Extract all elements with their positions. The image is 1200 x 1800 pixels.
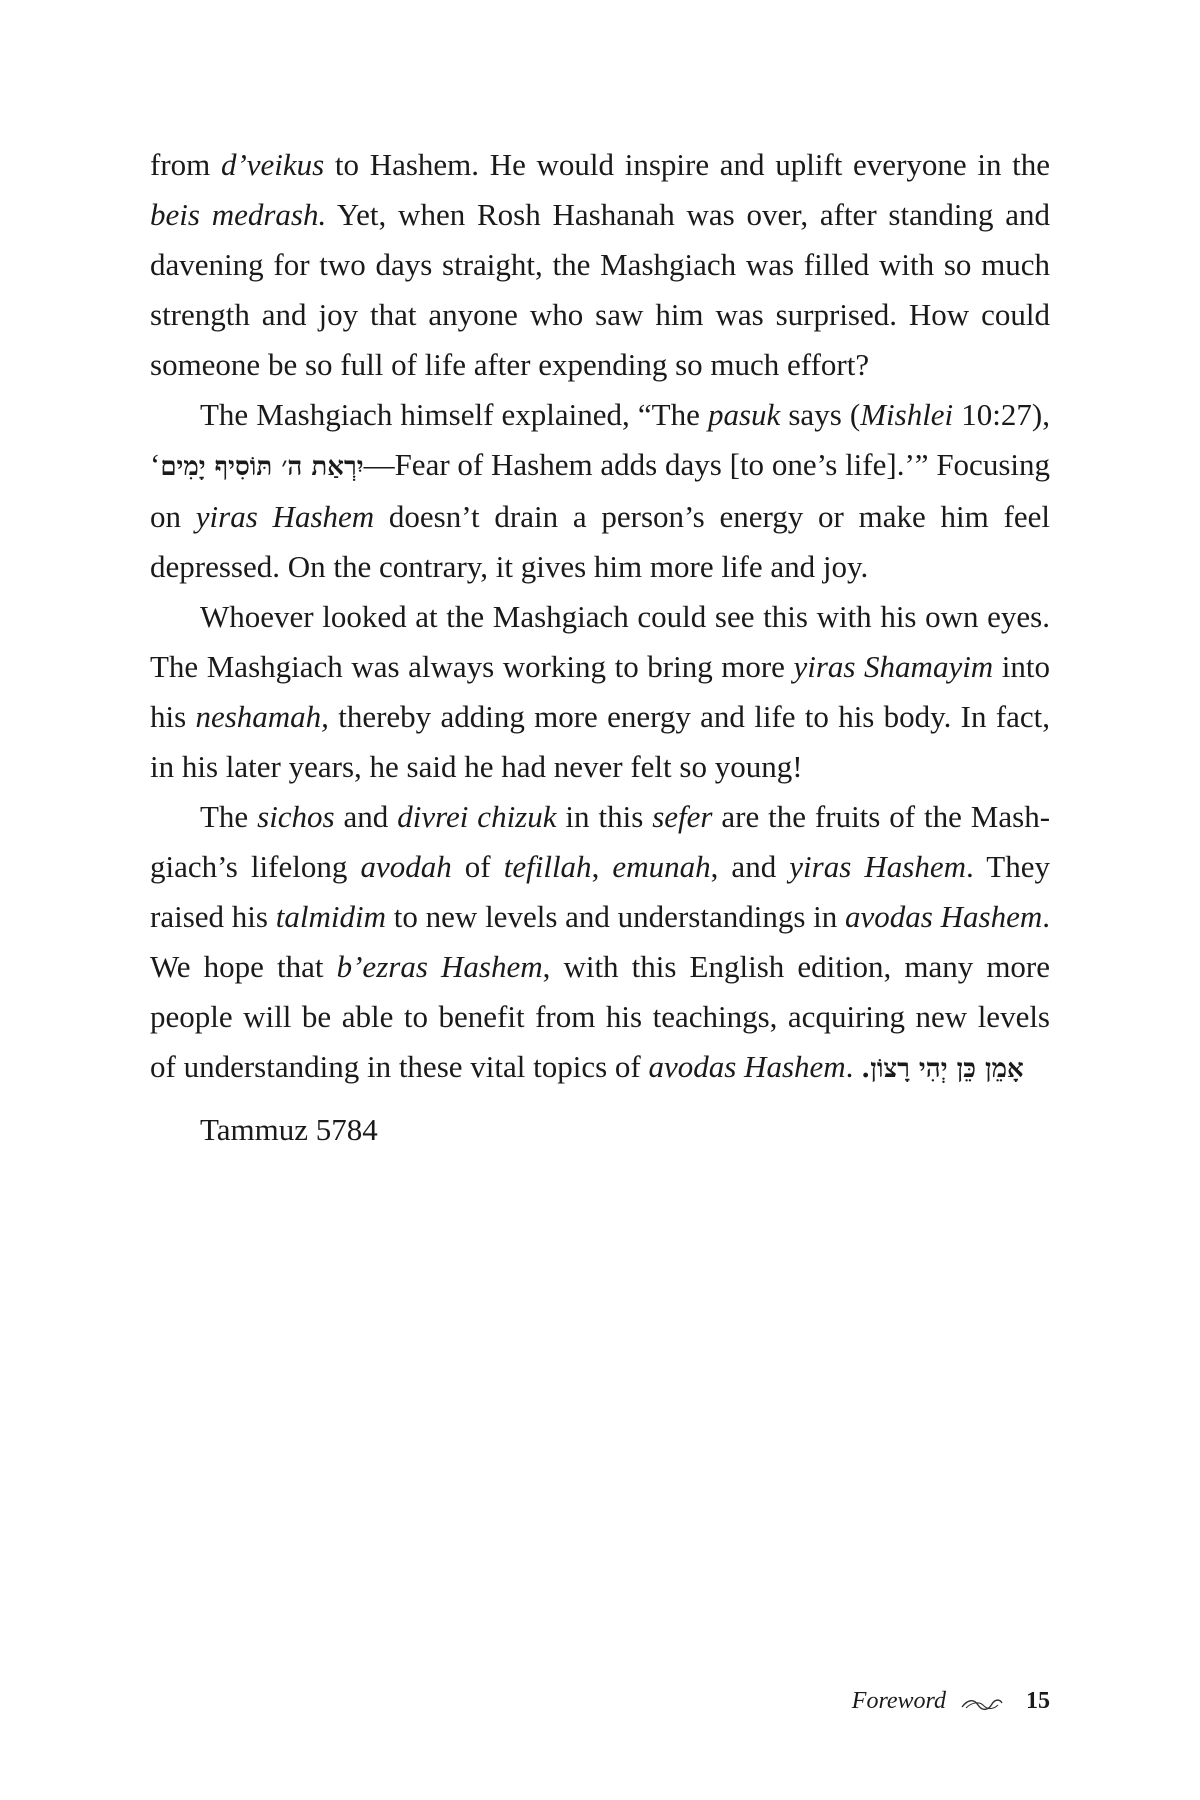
date-line: Tammuz 5784	[200, 1112, 378, 1147]
paragraph-1	[150, 140, 1050, 390]
flourish-ornament-icon	[960, 1693, 1004, 1711]
text-run: . They raised his	[150, 849, 1050, 934]
italic-term: beis medrash.	[150, 197, 327, 232]
text-run: —Fear of Hashem adds days [to one’s life].’” Focusing on	[150, 447, 1050, 534]
text-run: The Mashgiach himself explained, “The	[200, 397, 708, 432]
italic-term: divrei chizuk	[397, 799, 557, 834]
italic-term: sichos	[257, 799, 335, 834]
italic-term: avodas Hashem	[845, 899, 1043, 934]
italic-term: Mishlei	[860, 397, 954, 432]
italic-term: yiras Hashem	[195, 499, 375, 534]
text-run: Yet, when Rosh Hashanah was over, after standing and davening for two days straight, the Mashgiach was filled with so much strength and joy that anyone who saw him was surprised. How could someone be so full of life after expending so much effort?	[150, 197, 1050, 382]
paragraph-3	[150, 592, 1050, 792]
text-run: The	[200, 799, 258, 834]
text-run: of	[451, 849, 504, 884]
italic-term: yiras Hashem	[789, 849, 966, 884]
text-run: says (	[780, 397, 861, 432]
text-run: and	[334, 799, 398, 834]
page-body	[150, 140, 1050, 1094]
hebrew-quote: יִרְאַת ה׳ תּוֹסִיף יָמִים	[160, 452, 364, 482]
italic-term: yiras Shamayim	[793, 649, 994, 684]
text-run: to Hashem. He would inspire and uplift everyone in the	[324, 147, 1050, 182]
italic-term: b’ezras Hashem	[336, 949, 543, 984]
text-run: in this	[556, 799, 653, 834]
text-run: from	[150, 147, 221, 182]
text-run: , with this English edition, many more people will be able to benefit from his teachings, acquiring new levels of understanding in these vital topics of	[150, 949, 1051, 1084]
page-footer	[852, 1688, 1050, 1715]
text-run: , and	[710, 849, 790, 884]
running-footer-section: Foreword	[851, 1688, 946, 1714]
text-run: . We hope that	[150, 899, 1050, 984]
text-run: to new levels and understandings in	[385, 899, 846, 934]
paragraph-2	[150, 390, 1050, 592]
italic-term: sefer	[652, 799, 713, 834]
text-run: into his	[150, 649, 1050, 734]
text-run: 10:27), ‘	[150, 397, 1050, 482]
italic-term: neshamah,	[195, 699, 329, 734]
italic-term: d’veikus	[220, 147, 325, 182]
text-run: doesn’t drain a person’s energy or make him feel depressed. On the contrary, it gives him more life and joy.	[150, 499, 1050, 584]
hebrew-quote: אָמֵן כֵּן יְהִי רָצוֹן.	[861, 1054, 1024, 1084]
italic-term: avodah	[360, 849, 452, 884]
italic-term: emunah	[612, 849, 711, 884]
text-run: are the fruits of the Mashgiach’s lifelong	[150, 799, 1051, 884]
text-run: ,	[591, 849, 613, 884]
italic-term: tefillah	[503, 849, 592, 884]
text-run: .	[845, 1049, 862, 1084]
italic-term: talmidim	[275, 899, 386, 934]
text-run: thereby adding more energy and life to his body. In fact, in his later years, he said he had never felt so young!	[150, 699, 1050, 784]
italic-term: pasuk	[707, 397, 781, 432]
italic-term: avodas Hashem	[648, 1049, 846, 1084]
text-run: Whoever looked at the Mashgiach could see this with his own eyes. The Mashgiach was always working to bring more	[150, 599, 1050, 684]
paragraph-4	[150, 792, 1050, 1094]
page-number: 15	[1026, 1688, 1050, 1714]
